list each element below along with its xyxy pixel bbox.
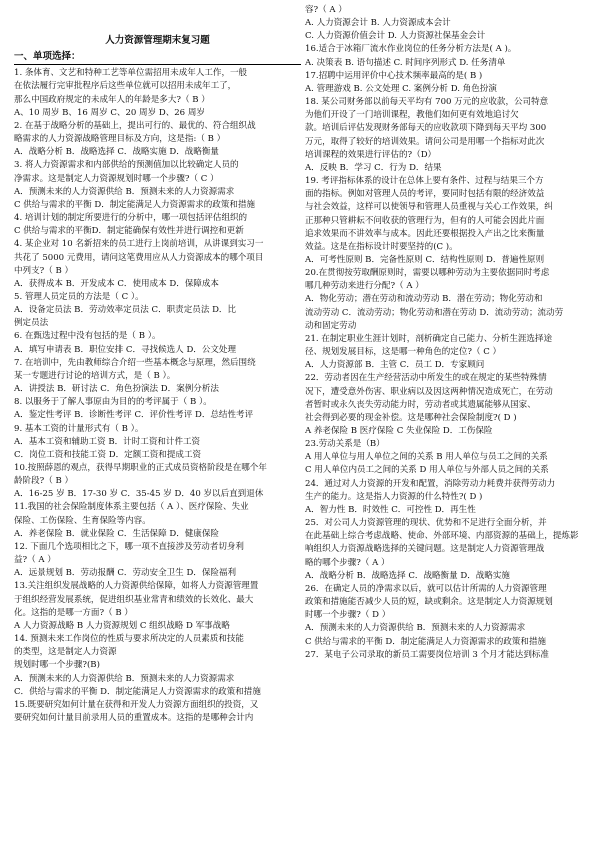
text-line: A．战略分析 B．战略选择 C．战略衡量 D．战略实施 — [305, 570, 510, 581]
text-line: 23.劳动关系是（B） — [305, 439, 385, 450]
text-line: A．获得成本 B．开发成本 C．使用成本 D．保障成本 — [14, 278, 219, 289]
right-column — [305, 4, 592, 662]
text-line: 21. 在制定职业生涯计划时，剖析确定自己能力、分析生涯选择途 — [305, 333, 553, 344]
text-line: A．远景规划 B．劳动报酬 C．劳动安全卫生 D．保险福利 — [14, 568, 237, 579]
text-line: 略的哪个步骤?（ A ） — [305, 557, 390, 568]
text-line: 例定员法 — [14, 318, 49, 329]
text-line: A．战略分析 B．战略选择 C．战略实施 D．战略衡量 — [14, 147, 219, 158]
text-line: 26．在确定人员的净需求以后，就可以估计所需的人力资源管理 — [305, 583, 547, 594]
text-line: A．16-25 岁 B．17-30 岁 C．35-45 岁 D．40 岁以后直到退休 — [14, 489, 264, 500]
document-title: 人力资源管理期末复习题 — [105, 35, 210, 46]
text-line: 净需求。这是制定人力资源规划时哪一个步骤?（ C ） — [14, 173, 219, 184]
text-line: 流动劳动 C．流动劳动；物化劳动和潜在劳动 D．流动劳动；流动劳 — [305, 307, 564, 318]
text-line: 7. 在培训中，先由教师综合介绍一些基本概念与原理，然后围绕 — [14, 357, 256, 368]
text-line: 16.适合于冰箱厂流水作业岗位的任务分析方法是( A )。 — [305, 44, 517, 55]
text-line: 面的指标。例如对管理人员的考评，要同时包括有限的经济效益 — [305, 189, 545, 200]
text-line: 3. 将人力资源需求和内部供给的预测值加以比较确定人员的 — [14, 160, 239, 171]
text-line: 11.我国的社会保险制度体系主要包括（ A ）、医疗保险、失业 — [14, 502, 249, 513]
section-heading: 一、单项选择： — [14, 50, 301, 65]
text-line: A．人力资源部 B．主管 C．员工 D．专家顾问 — [305, 360, 485, 371]
text-line: 25．对公司人力资源管理的现状、优势和不足进行全面分析，并 — [305, 518, 547, 529]
text-line: A、10 周岁 B、16 周岁 C、20 周岁 D、26 周岁 — [14, 107, 205, 118]
text-line: 正那种只管耕耘不问收获的管理行为，但有的人可能会因此片面 — [305, 215, 545, 226]
text-line: 15.既要研究如何计量在获得和开发人力资源方面组织的投资，又 — [14, 699, 259, 710]
text-line: A．设备定员法 B．劳动效率定员法 C．职责定员法 D．比 — [14, 305, 237, 316]
text-line: A．填写申请表 B．职位安排 C．寻找候选人 D．公文处理 — [14, 344, 237, 355]
text-line: 18. 某公司财务部以前每天平均有 700 万元的应收款，公司特意 — [305, 97, 549, 108]
text-line: 培训课程的效果进行评估的?（D） — [305, 149, 437, 160]
text-line: 追求效果而不讲效率与成本。因此还要根据投入产出之比来衡量 — [305, 228, 545, 239]
text-line: 8. 以服务于了解人事原由为目的的考评属于（ B ）。 — [14, 397, 212, 408]
text-line: A．养老保险 B．就业保险 C．生活保障 D．健康保险 — [14, 528, 219, 539]
text-line: 动和固定劳动 — [305, 320, 357, 331]
text-line: 规划时哪一个步骤?(B) — [14, 660, 100, 671]
text-line: C 供给与需求的平衡 D．制定能满足人力资源需求的政策和措施 — [305, 636, 547, 647]
text-line: 22．劳动者因在生产经营活动中所发生的或在规定的某些特殊情 — [305, 373, 547, 384]
text-line: 那么中国政府规定的未成年人的年龄是多大?（ B ） — [14, 94, 210, 105]
text-line: 响组织人力资源战略选择的关键问题。这是制定人力资源管理战 — [305, 544, 545, 555]
text-line: A．物化劳动；潜在劳动和流动劳动 B．潜在劳动；物化劳动和 — [305, 294, 543, 305]
text-line: A．可考性原则 B．完备性原则 C．结构性原则 D．普遍性原则 — [305, 254, 545, 265]
text-line: 17.招聘中运用评价中心技术频率最高的是( B ) — [305, 70, 483, 81]
text-line: 中列支?（ B ） — [14, 265, 74, 276]
text-line: 20.在贯彻按劳取酬原则时，需要以哪种劳动为主要依据同时考虑 — [305, 268, 550, 279]
text-line: 时哪一个步骤?（ D ） — [305, 610, 391, 621]
text-line: 14. 预测未来工作岗位的性质与要求所决定的人员素质和技能 — [14, 634, 244, 645]
text-line: A．讲授法 B．研讨法 C．角色扮演法 D．案例分析法 — [14, 384, 219, 395]
text-line: 生产的能力。这是指人力资源的什么特性?( D ) — [305, 491, 483, 502]
left-column — [14, 4, 301, 725]
text-line: C 供给与需求的平衡 D．制定能满足人力资源需求的政策和措施 — [14, 199, 256, 210]
text-line: A 用人单位与用人单位之间的关系 B 用人单位与员工之间的关系 — [305, 452, 548, 463]
text-line: 1. 条体育、文艺和特种工艺等单位需招用未成年人工作，一般 — [14, 68, 248, 79]
text-line: C 供给与需求的平衡D．制定能确保有效性并进行调控和更新 — [14, 226, 244, 237]
text-line: 某一专题进行讨论的培训方式，是（ B ）。 — [14, 370, 176, 381]
text-line: 径、规划发展目标，这是哪一种角色的定位?（ C ） — [305, 347, 502, 358]
text-line: A．预测未来的人力资源供给 B．预测未来的人力资源需求 — [14, 186, 235, 197]
text-line: 万元，取得了较好的培训效果。请问公司是用哪一个指标对此次 — [305, 136, 545, 147]
text-line: 容?（ A ） — [305, 5, 347, 15]
text-line: 19. 考评指标体系的设计在总体上要有条件、过程与结果三个方 — [305, 176, 544, 187]
text-line: A 养老保险 B 医疗保险 C 失业保险 D．工伤保险 — [305, 426, 493, 436]
text-line: 5. 管理人员定员的方法是（ C ）。 — [14, 291, 144, 302]
text-line: C. 人力资源价值会计 D. 人力资源社保基金会计 — [305, 31, 486, 42]
text-line: 共花了 5000 元费用，请问这笔费用应从人力资源成本的哪个项目 — [14, 252, 264, 263]
text-line: 10.按照薛恩的观点，获得早期职业的正式成员资格阶段是在哪个年 — [14, 463, 267, 473]
text-line: 为他们开设了一门培训课程，教他们如何更有效地追讨欠 — [305, 110, 519, 121]
text-line: C 用人单位内员工之间的关系 D 用人单位与外部人员之间的关系 — [305, 465, 549, 476]
text-line: A．基本工资和辅助工资 B．计时工资和计件工资 — [14, 436, 201, 447]
text-line: 4. 培训计划的制定所要进行的分析中，哪一项包括评估组织的 — [14, 213, 248, 224]
text-line: 与社会效益，这样可以使领导和管理人员重视与关心工作效果，纠 — [305, 202, 553, 213]
text-line: A．鉴定性考评 B．诊断性考评 C．评价性考评 D．总结性考评 — [14, 410, 254, 421]
text-line: A．反映 B．学习 C．行为 D．结果 — [305, 162, 442, 173]
text-line: A．智力性 B．时效性 C．可控性 D．再生性 — [305, 504, 476, 515]
text-line: 社会得到必要的现金补偿。这是哪种社会保险制度?( D ) — [305, 412, 517, 423]
text-line: 于组织经营发展系统，促进组织基业常青和绩效的长效化、最大 — [14, 594, 254, 605]
text-line: 的类型，这是制定人力资源 — [14, 647, 117, 658]
text-line: A．预测未来的人力资源供给 B．预测未来的人力资源需求 — [14, 673, 235, 684]
text-line: 要研究如何计量目前录用人员的重置成本。这指的是哪种会计内 — [14, 712, 254, 723]
text-line: 27．某电子公司录取的新员工需要岗位培训 3 个月才能达到标准 — [305, 649, 549, 660]
text-line: A. 管理游戏 B. 公文处理 C. 案例分析 D. 角色扮演 — [305, 83, 497, 94]
text-line: 款。培训后评估发现财务部每天的应收款项下降到每天平均 300 — [305, 123, 547, 134]
text-line: 13.关注组织发展战略的人力资源供给保障，如将人力资源管理置 — [14, 581, 259, 592]
text-line: C．供给与需求的平衡 D．制定能满足人力资源需求的政策和措施 — [14, 686, 261, 697]
text-line: 政策和措施能否减少人员的短，缺或剩余。这是制定人力资源规划 — [305, 597, 553, 608]
text-line: A 人力资源战略 B 人力资源规划 C 组织战略 D 军事战略 — [14, 620, 230, 631]
text-line: 略需求的人力资源战略管理目标及方向，这是指:（ B ） — [14, 134, 226, 145]
text-line: 在此基础上综合考虑战略、使命、外部环境、内部资源的基础上，提炼影 — [305, 531, 579, 542]
text-line: 哪几种劳动来进行分配?（ A ） — [305, 281, 424, 292]
text-line: 9. 基本工资的计量形式有（ B ）。 — [14, 423, 144, 434]
text-line: C．岗位工资和技能工资 D．定额工资和提成工资 — [14, 449, 202, 460]
text-line: 24．通过对人力资源的开发和配置，消除劳动力耗费并获得劳动力 — [305, 478, 556, 489]
text-line: 在依法履行完审批程序后这些单位就可以招用未成年工了， — [14, 81, 237, 92]
text-line: A．预测未来的人力资源供给 B．预测未来的人力资源需求 — [305, 623, 526, 634]
text-line: 12. 下面几个选项相比之下，哪一项不直接涉及劳动者切身利 — [14, 541, 244, 552]
text-line: 效益。这是在指标设计时要坚持的(C )。 — [305, 241, 458, 252]
text-line: A. 人力资源会计 B. 人力资源成本会计 — [305, 18, 451, 29]
text-line: 者暂时或永久丧失劳动能力时，劳动者或其遗属能够从国家、 — [305, 399, 536, 410]
text-line: 益?（ A ） — [14, 555, 56, 566]
text-line: 况下，遭受意外伤害、职业病以及因这两种情况造成死亡，在劳动 — [305, 386, 553, 397]
text-line: 4. 某企业对 10 名新招来的员工进行上岗前培训，从讲课到实习一 — [14, 239, 264, 250]
text-line: 龄阶段?（ B ） — [14, 476, 74, 487]
text-line: 化。这指的是哪一方面?（ B ） — [14, 607, 133, 618]
text-line: 保险、工伤保险、生育保险等内容。 — [14, 515, 151, 526]
text-line: A. 决策表 B. 语句描述 C. 时间序列形式 D. 任务清单 — [305, 57, 506, 68]
text-line: 6. 在甄选过程中没有包括的是（ B ）。 — [14, 331, 161, 342]
text-line: 2. 在基于战略分析的基础上，提出可行的、最优的、符合组织战 — [14, 120, 256, 131]
